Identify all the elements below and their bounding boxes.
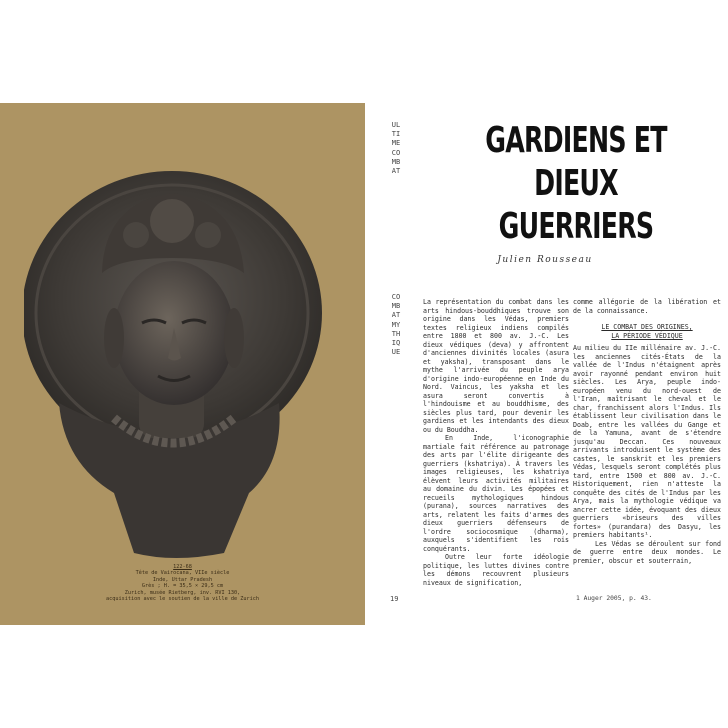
paragraph: Outre leur forte idéologie politique, les luttes divines contre les démons recouvrent plusieurs niveaux de signification, <box>423 553 569 587</box>
article-title: GARDIENS ET DIEUX GUERRIERS <box>485 120 667 247</box>
author-name: Julien Rousseau <box>497 255 593 265</box>
caption-line: Zurich, musée Rietberg, inv. RVI 130, <box>124 589 241 596</box>
side-label-top: ULTIME COMBAT <box>391 121 401 176</box>
paragraph: En Inde, l'iconographie martiale fait référence au patronage des arts par l'élite dirigeante des guerriers (kshatriya). À travers les images religieuses, les kshatriya élèvent leurs activités militaires au domaine du divin. Les épopées et recueils mythologiques hindous (purana), sources narratives des arts, relatent les faits d'armes des dieux guerriers défenseurs de l'ordre sociocosmique (dharma), auxquels s'identifient les rois conquérants. <box>423 434 569 553</box>
right-page <box>365 103 728 625</box>
section-heading <box>573 323 721 340</box>
caption-line: Grès ; H. = 35,5 × 29,5 cm <box>141 583 224 590</box>
section-heading-line: LE COMBAT DES ORIGINES, <box>601 323 693 331</box>
paragraph: La représentation du combat dans les arts hindous-bouddhiques trouve son origine dans les Védas, premiers textes religieux indiens compilés entre 1800 et 800 av. J.-C. Les dieux védiques (deva) y affrontent d'anciennes divinités locales (asura et yaksha), transposant dans le mythe l'arrivée du peuple arya d'origine indo-européenne en Inde du Nord. Vaincus, les yaksha et les asura seront convertis à l'hindouisme et au bouddhisme, des siècles plus tard, pour devenir les gardiens et les intendants des dieux ou du Bouddha. <box>423 298 569 434</box>
paragraph: comme allégorie de la libération et de la connaissance. <box>573 298 721 315</box>
caption-number: 122-68 <box>173 564 192 570</box>
left-page <box>0 103 365 625</box>
footnote: 1 Auger 2005, p. 43. <box>576 595 652 602</box>
section-heading-line: LA PÉRIODE VÉDIQUE <box>611 331 683 340</box>
side-label-bottom: COMBAT MYTHIQUE <box>391 293 401 357</box>
caption-line: Inde, Uttar Pradesh <box>152 576 213 583</box>
page-number: 19 <box>390 595 399 603</box>
text-column-right <box>573 298 721 565</box>
image-caption <box>0 564 365 602</box>
caption-line: acquisition avec le soutien de la ville de Zurich <box>105 596 260 603</box>
paragraph: Au milieu du IIe millénaire av. J.-C. les anciennes cités-États de la vallée de l'Indus n'étaignent après avoir rayonné pendant environ huit siècles. Les Arya, peuple indo-européen venu du nord-ouest de l'Iran, maîtrisant le cheval et le char, franchissent alors l'Indus. Ils établissent leur civilisation dans le Doab, entre les vallées du Gange et de la Yamuna, avant de s'étendre jusqu'au Deccan. Ces nouveaux arrivants introduisent le système des castes, le sanskrit et les premiers Védas, lesquels seront complétés plus tard, entre 1500 et 800 av. J.-C. Historiquement, rien n'atteste la conquête des cités de l'Indus par les Arya, mais la mythologie védique va ancrer cette idée, évoquant des dieux guerriers «briseurs des villes fortes» (purandara) des Dasyu, les premiers habitants¹. <box>573 344 721 539</box>
paragraph: Les Védas se déroulent sur fond de guerre entre deux mondes. Le premier, obscur et souterrain, <box>573 539 721 565</box>
text-column-left <box>423 298 569 587</box>
caption-line: Tête de Vairocana, VIIe siècle <box>135 570 230 577</box>
